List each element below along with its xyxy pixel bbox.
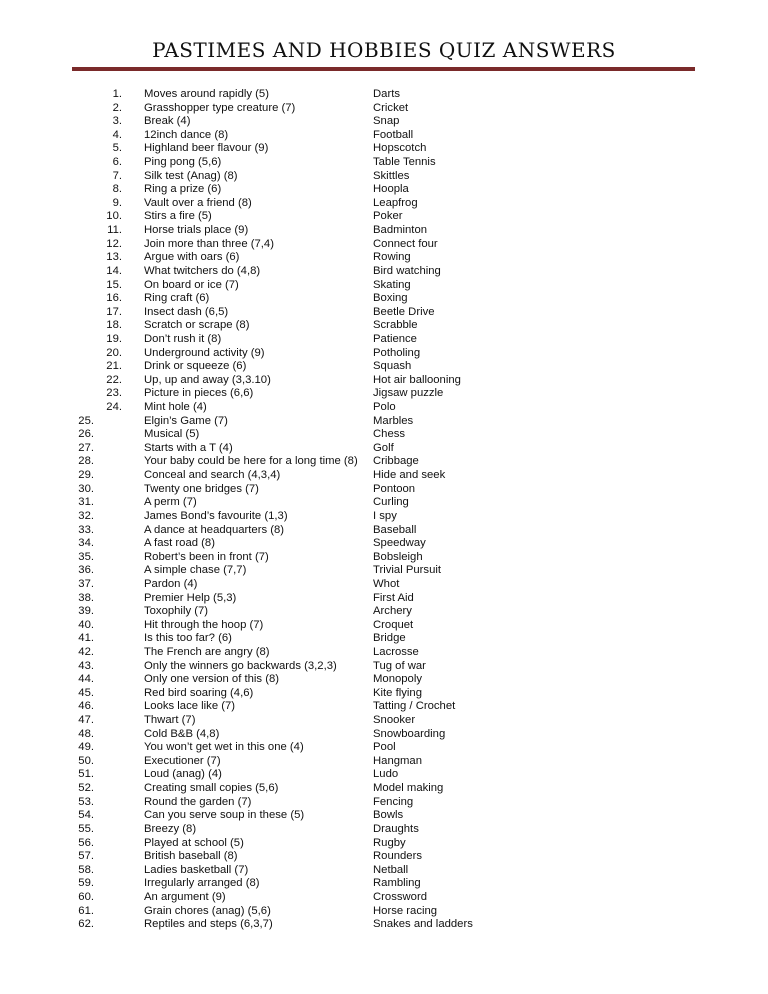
list-item: [0, 768, 768, 782]
list-item: [0, 728, 768, 742]
item-clue: British baseball (8): [144, 850, 238, 863]
item-answer: Potholing: [373, 346, 421, 359]
item-answer: Leapfrog: [373, 196, 418, 209]
item-number: 2.: [112, 101, 122, 114]
item-number: 54.: [78, 809, 94, 822]
item-clue: Ping pong (5,6): [144, 156, 222, 169]
item-clue: An argument (9): [144, 890, 226, 903]
item-number: 25.: [78, 414, 94, 427]
item-number: 7.: [112, 169, 122, 182]
item-answer: Trivial Pursuit: [373, 564, 442, 577]
item-number: 38.: [78, 591, 94, 604]
item-clue: Picture in pieces (6,6): [144, 387, 254, 400]
item-number: 15.: [106, 278, 122, 291]
list-item: [0, 823, 768, 837]
item-clue: Ladies basketball (7): [144, 863, 249, 876]
item-number: 3.: [112, 115, 122, 128]
item-answer: Bobsleigh: [373, 550, 423, 563]
item-number: 19.: [106, 332, 122, 345]
item-clue: Loud (anag) (4): [144, 768, 222, 781]
list-item: [0, 918, 768, 932]
item-number: 9.: [112, 196, 122, 209]
list-item: [0, 88, 768, 102]
item-number: 17.: [106, 305, 122, 318]
list-item: [0, 632, 768, 646]
list-item: [0, 347, 768, 361]
item-number: 11.: [107, 224, 122, 237]
item-answer: Bowls: [373, 809, 404, 822]
list-item: [0, 551, 768, 565]
list-item: [0, 510, 768, 524]
list-item: [0, 210, 768, 224]
item-clue: Don’t rush it (8): [144, 332, 222, 345]
list-item: [0, 279, 768, 293]
item-answer: Cribbage: [373, 455, 419, 468]
list-item: [0, 850, 768, 864]
item-number: 33.: [78, 523, 94, 536]
list-item: [0, 170, 768, 184]
list-item: [0, 306, 768, 320]
item-answer: Bridge: [373, 632, 406, 645]
item-answer: Bird watching: [373, 264, 441, 277]
item-answer: Croquet: [373, 618, 414, 631]
list-item: [0, 265, 768, 279]
item-clue: Ring a prize (6): [144, 183, 222, 196]
item-answer: Chess: [373, 428, 406, 441]
item-answer: Skating: [373, 278, 411, 291]
list-item: [0, 428, 768, 442]
list-item: [0, 238, 768, 252]
item-answer: Model making: [373, 782, 444, 795]
item-clue: Grasshopper type creature (7): [144, 101, 296, 114]
item-number: 37.: [78, 577, 94, 590]
item-clue: Irregularly arranged (8): [144, 877, 260, 890]
list-item: [0, 469, 768, 483]
item-answer: Hoopla: [373, 183, 409, 196]
item-clue: Elgin’s Game (7): [144, 414, 228, 427]
list-item: [0, 891, 768, 905]
item-number: 26.: [78, 428, 94, 441]
item-answer: Cricket: [373, 101, 409, 114]
list-item: [0, 877, 768, 891]
item-number: 5.: [112, 142, 122, 155]
item-number: 10.: [106, 210, 122, 223]
item-answer: Kite flying: [373, 686, 422, 699]
item-number: 16.: [106, 292, 122, 305]
item-clue: Grain chores (anag) (5,6): [144, 904, 271, 917]
item-answer: Poker: [373, 210, 403, 223]
item-number: 28.: [78, 455, 94, 468]
item-clue: Highland beer flavour (9): [144, 142, 269, 155]
list-item: [0, 415, 768, 429]
item-answer: Rambling: [373, 877, 421, 890]
item-clue: Break (4): [144, 115, 191, 128]
list-item: [0, 592, 768, 606]
item-clue: A simple chase (7,7): [144, 564, 247, 577]
list-item: [0, 142, 768, 156]
item-clue: Starts with a T (4): [144, 441, 233, 454]
item-number: 21.: [106, 360, 122, 373]
item-clue: Musical (5): [144, 428, 200, 441]
list-item: [0, 197, 768, 211]
list-item: [0, 700, 768, 714]
item-clue: Reptiles and steps (6,3,7): [144, 918, 273, 931]
list-item: [0, 455, 768, 469]
item-number: 40.: [78, 618, 94, 631]
item-clue: Looks lace like (7): [144, 700, 236, 713]
item-answer: Tatting / Crochet: [373, 700, 456, 713]
list-item: [0, 578, 768, 592]
item-answer: Hopscotch: [373, 142, 427, 155]
item-answer: Curling: [373, 496, 409, 509]
answer-list: [0, 88, 768, 932]
item-clue: Creating small copies (5,6): [144, 782, 279, 795]
item-answer: Baseball: [373, 523, 417, 536]
item-clue: Thwart (7): [144, 714, 196, 727]
item-clue: Robert’s been in front (7): [144, 550, 269, 563]
list-item: [0, 837, 768, 851]
list-item: [0, 782, 768, 796]
item-clue: Cold B&B (4,8): [144, 727, 220, 740]
item-answer: Tug of war: [373, 659, 426, 672]
item-answer: Ludo: [373, 768, 399, 781]
item-number: 18.: [106, 319, 122, 332]
item-clue: Underground activity (9): [144, 346, 265, 359]
item-clue: 12inch dance (8): [144, 128, 229, 141]
item-clue: You won’t get wet in this one (4): [144, 741, 304, 754]
item-number: 13.: [106, 251, 122, 264]
item-answer: Hot air ballooning: [373, 373, 461, 386]
item-number: 62.: [78, 918, 94, 931]
list-item: [0, 496, 768, 510]
item-answer: Patience: [373, 332, 417, 345]
item-clue: Horse trials place (9): [144, 224, 249, 237]
item-number: 52.: [78, 782, 94, 795]
item-answer: Draughts: [373, 822, 419, 835]
item-answer: Crossword: [373, 890, 427, 903]
item-number: 61.: [78, 904, 94, 917]
item-answer: Table Tennis: [373, 156, 436, 169]
item-clue: Stirs a fire (5): [144, 210, 212, 223]
item-answer: Jigsaw puzzle: [373, 387, 444, 400]
item-number: 22.: [106, 373, 122, 386]
list-item: [0, 401, 768, 415]
list-item: [0, 741, 768, 755]
item-clue: On board or ice (7): [144, 278, 239, 291]
list-item: [0, 714, 768, 728]
item-clue: A fast road (8): [144, 537, 215, 550]
list-item: [0, 374, 768, 388]
item-number: 4.: [112, 128, 122, 141]
item-clue: Up, up and away (3,3.10): [144, 373, 271, 386]
item-answer: Snakes and ladders: [373, 918, 473, 931]
item-clue: Insect dash (6,5): [144, 305, 229, 318]
item-number: 36.: [78, 564, 94, 577]
item-number: 45.: [78, 686, 94, 699]
item-answer: Beetle Drive: [373, 305, 435, 318]
list-item: [0, 905, 768, 919]
item-answer: Rugby: [373, 836, 406, 849]
list-item: [0, 809, 768, 823]
item-answer: Pool: [373, 741, 396, 754]
item-answer: Snap: [373, 115, 400, 128]
item-number: 48.: [78, 727, 94, 740]
item-answer: Monopoly: [373, 673, 422, 686]
list-item: [0, 605, 768, 619]
item-clue: The French are angry (8): [144, 645, 270, 658]
item-clue: Drink or squeeze (6): [144, 360, 247, 373]
item-answer: Hangman: [373, 754, 422, 767]
list-item: [0, 292, 768, 306]
item-number: 30.: [78, 482, 94, 495]
list-item: [0, 360, 768, 374]
item-clue: Toxophily (7): [144, 605, 209, 618]
item-number: 60.: [78, 890, 94, 903]
list-item: [0, 660, 768, 674]
list-item: [0, 224, 768, 238]
item-clue: What twitchers do (4,8): [144, 264, 261, 277]
list-item: [0, 129, 768, 143]
list-item: [0, 115, 768, 129]
item-number: 6.: [112, 156, 122, 169]
item-clue: Your baby could be here for a long time (8): [144, 455, 358, 468]
item-answer: Skittles: [373, 169, 410, 182]
item-number: 1.: [112, 88, 122, 100]
item-number: 39.: [78, 605, 94, 618]
list-item: [0, 524, 768, 538]
item-clue: Twenty one bridges (7): [144, 482, 259, 495]
item-number: 51.: [78, 768, 94, 781]
list-item: [0, 442, 768, 456]
item-answer: Speedway: [373, 537, 426, 550]
list-item: [0, 673, 768, 687]
item-number: 57.: [78, 850, 94, 863]
item-clue: Is this too far? (6): [144, 632, 232, 645]
item-answer: Boxing: [373, 292, 408, 305]
item-number: 44.: [78, 673, 94, 686]
item-number: 24.: [106, 401, 122, 414]
item-answer: Horse racing: [373, 904, 438, 917]
item-number: 59.: [78, 877, 94, 890]
item-clue: Red bird soaring (4,6): [144, 686, 254, 699]
item-clue: Vault over a friend (8): [144, 196, 252, 209]
item-answer: Whot: [373, 577, 400, 590]
item-answer: Darts: [373, 88, 400, 100]
list-item: [0, 537, 768, 551]
item-answer: Rowing: [373, 251, 411, 264]
item-number: 23.: [106, 387, 122, 400]
item-clue: A dance at headquarters (8): [144, 523, 285, 536]
item-answer: Fencing: [373, 795, 414, 808]
item-number: 43.: [78, 659, 94, 672]
item-clue: Conceal and search (4,3,4): [144, 469, 281, 482]
list-item: [0, 183, 768, 197]
item-clue: Join more than three (7,4): [144, 237, 274, 250]
item-number: 41.: [78, 632, 94, 645]
item-number: 50.: [78, 754, 94, 767]
list-item: [0, 564, 768, 578]
item-number: 58.: [78, 863, 94, 876]
item-answer: Scrabble: [373, 319, 418, 332]
list-item: [0, 755, 768, 769]
item-answer: Squash: [373, 360, 412, 373]
item-answer: Connect four: [373, 237, 438, 250]
item-number: 47.: [78, 714, 94, 727]
item-number: 46.: [78, 700, 94, 713]
item-number: 29.: [78, 469, 94, 482]
item-number: 56.: [78, 836, 94, 849]
item-number: 42.: [78, 645, 94, 658]
list-item: [0, 619, 768, 633]
item-clue: Round the garden (7): [144, 795, 252, 808]
list-item: [0, 687, 768, 701]
item-answer: Archery: [373, 605, 412, 618]
list-item: [0, 387, 768, 401]
item-number: 55.: [78, 822, 94, 835]
title-divider: [72, 67, 695, 71]
item-number: 53.: [78, 795, 94, 808]
item-clue: Executioner (7): [144, 754, 221, 767]
item-clue: Can you serve soup in these (5): [144, 809, 305, 822]
item-clue: Ring craft (6): [144, 292, 210, 305]
item-number: 20.: [106, 346, 122, 359]
list-item: [0, 102, 768, 116]
item-clue: Only one version of this (8): [144, 673, 279, 686]
item-clue: Silk test (Anag) (8): [144, 169, 238, 182]
item-answer: Snowboarding: [373, 727, 446, 740]
item-clue: A perm (7): [144, 496, 197, 509]
item-number: 31.: [78, 496, 94, 509]
list-item: [0, 251, 768, 265]
item-clue: Played at school (5): [144, 836, 244, 849]
item-clue: Mint hole (4): [144, 401, 207, 414]
item-clue: Only the winners go backwards (3,2,3): [144, 659, 337, 672]
item-clue: Scratch or scrape (8): [144, 319, 250, 332]
item-number: 8.: [112, 183, 122, 196]
item-number: 35.: [78, 550, 94, 563]
item-answer: Golf: [373, 441, 394, 454]
item-answer: Netball: [373, 863, 409, 876]
item-answer: I spy: [373, 509, 397, 522]
item-clue: Pardon (4): [144, 577, 198, 590]
list-item: [0, 319, 768, 333]
list-item: [0, 864, 768, 878]
item-number: 14.: [106, 264, 122, 277]
item-answer: First Aid: [373, 591, 414, 604]
item-answer: Rounders: [373, 850, 422, 863]
list-item: [0, 156, 768, 170]
list-item: [0, 646, 768, 660]
item-answer: Pontoon: [373, 482, 416, 495]
page-title: PASTIMES AND HOBBIES QUIZ ANSWERS: [152, 38, 616, 62]
item-answer: Marbles: [373, 414, 414, 427]
list-item: [0, 333, 768, 347]
item-clue: Argue with oars (6): [144, 251, 240, 264]
item-answer: Lacrosse: [373, 645, 419, 658]
item-clue: Hit through the hoop (7): [144, 618, 264, 631]
item-number: 34.: [78, 537, 94, 550]
list-item: [0, 796, 768, 810]
item-number: 49.: [78, 741, 94, 754]
item-answer: Snooker: [373, 714, 416, 727]
item-answer: Badminton: [373, 224, 428, 237]
list-item: [0, 483, 768, 497]
item-number: 12.: [106, 237, 122, 250]
item-clue: James Bond’s favourite (1,3): [144, 509, 288, 522]
item-answer: Hide and seek: [373, 469, 446, 482]
item-answer: Polo: [373, 401, 396, 414]
item-clue: Premier Help (5,3): [144, 591, 237, 604]
item-number: 32.: [78, 509, 94, 522]
item-clue: Breezy (8): [144, 822, 197, 835]
item-answer: Football: [373, 128, 414, 141]
item-number: 27.: [78, 441, 94, 454]
item-clue: Moves around rapidly (5): [144, 88, 269, 100]
